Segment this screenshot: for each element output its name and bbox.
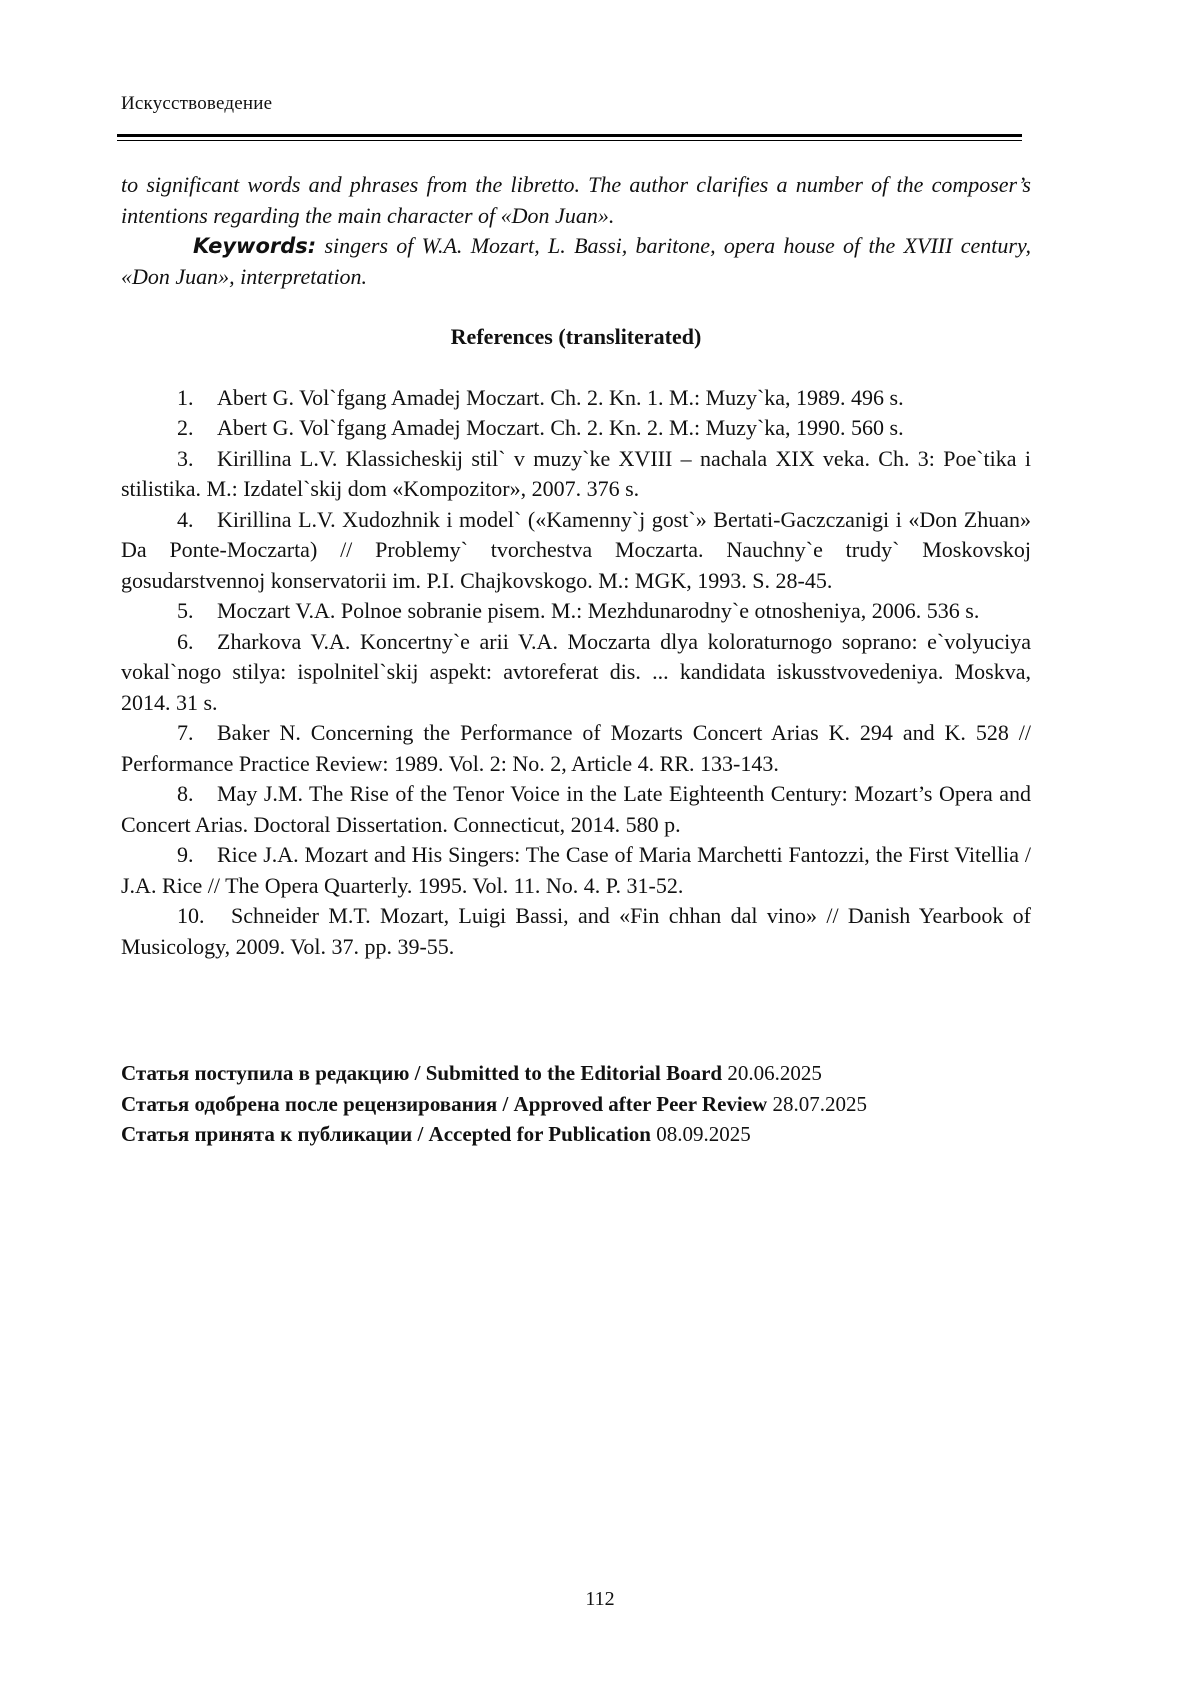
reference-number: 7. — [177, 720, 194, 745]
reference-item — [121, 779, 1031, 840]
reference-text: May J.M. The Rise of the Tenor Voice in the Late Eighteenth Century: Mozart’s Opera and Concert Arias. Doctoral Dissertation. Connecticut, 2014. 580 p. — [121, 781, 1031, 837]
reference-number: 8. — [177, 781, 194, 806]
article-history — [121, 1058, 1031, 1150]
reference-text: Abert G. Vol`fgang Amadej Moczart. Ch. 2. Kn. 1. M.: Muzy`ka, 1989. 496 s. — [217, 384, 904, 410]
submitted-line — [121, 1058, 1031, 1089]
reference-text: Rice J.A. Mozart and His Singers: The Case of Maria Marchetti Fantozzi, the First Vitellia / J.A. Rice // The Opera Quarterly. 1995. Vol. 11. No. 4. P. 31-52. — [121, 842, 1031, 898]
references-list — [121, 383, 1031, 963]
reference-item — [121, 596, 1031, 627]
reference-number: 2. — [177, 415, 194, 440]
accepted-date: 08.09.2025 — [656, 1122, 751, 1146]
keywords-label: Keywords: — [193, 234, 317, 258]
reference-text: Kirillina L.V. Klassicheskij stil` v muzy`ke XVIII – nachala XIX veka. Ch. 3: Poe`tika i stilistika. M.: Izdatel`skij dom «Kompozitor», 2007. 376 s. — [121, 445, 1031, 501]
reference-number: 6. — [177, 628, 194, 654]
reference-item — [121, 840, 1031, 901]
reference-item — [121, 383, 1031, 414]
abstract-tail: to significant words and phrases from the libretto. The author clarifies a number of the composer’s intentions regarding the main character of «Don Juan». — [121, 172, 1031, 228]
running-head: Искусствоведение — [121, 93, 273, 114]
reference-text: Baker N. Concerning the Performance of Mozarts Concert Arias K. 294 and K. 528 // Performance Practice Review: 1989. Vol. 2: No. 2, Article 4. RR. 133-143. — [121, 720, 1031, 776]
approved-date: 28.07.2025 — [772, 1091, 867, 1116]
submitted-label: Статья поступила в редакцию / Submitted to the Editorial Board — [121, 1061, 723, 1085]
accepted-label: Статья принята к публикации / Accepted for Publication — [121, 1122, 651, 1146]
reference-number: 9. — [177, 842, 194, 867]
reference-text: Abert G. Vol`fgang Amadej Moczart. Ch. 2. Kn. 2. M.: Muzy`ka, 1990. 560 s. — [217, 415, 904, 440]
approved-label: Статья одобрена после рецензирования / Approved after Peer Review — [121, 1091, 768, 1116]
reference-number: 4. — [177, 506, 194, 532]
approved-line — [121, 1089, 1031, 1120]
reference-text: Zharkova V.A. Koncertny`e arii V.A. Moczarta dlya koloraturnogo soprano: e`volyuciya vokal`nogo stilya: ispolnitel`skij aspekt: avtoreferat dis. ... kandidata iskusstvovedeniya. Moskva, 2014. 31 s. — [121, 628, 1031, 715]
reference-item — [121, 444, 1031, 505]
main-content — [121, 170, 1031, 962]
header-rule — [117, 134, 1022, 141]
reference-text: Kirillina L.V. Xudozhnik i model` («Kamenny`j gost`» Bertati-Gaczczanigi i «Don Zhuan» Da Ponte-Moczarta) // Problemy` tvorchestva Moczarta. Nauchny`e trudy` Moskovskoj gosudarstvennoj konservatorii im. P.I. Chajkovskogo. M.: MGK, 1993. S. 28-45. — [121, 506, 1031, 593]
accepted-line — [121, 1119, 1031, 1150]
reference-item — [121, 627, 1031, 719]
reference-item — [121, 901, 1031, 962]
page-number: 112 — [585, 1588, 615, 1610]
submitted-date: 20.06.2025 — [727, 1061, 822, 1085]
reference-number: 10. — [177, 903, 205, 928]
reference-item — [121, 718, 1031, 779]
reference-text: Moczart V.A. Polnoe sobranie pisem. M.: Mezhdunarodny`e otnosheniya, 2006. 536 s. — [217, 598, 980, 623]
reference-item — [121, 413, 1031, 444]
reference-number: 3. — [177, 445, 194, 471]
reference-number: 1. — [177, 384, 194, 410]
reference-text: Schneider M.T. Mozart, Luigi Bassi, and «Fin chhan dal vino» // Danish Yearbook of Musicology, 2009. Vol. 37. pp. 39-55. — [121, 903, 1031, 959]
reference-number: 5. — [177, 598, 194, 623]
keywords-paragraph — [121, 231, 1031, 292]
references-title: References (transliterated) — [450, 324, 702, 349]
keywords-text: singers of W.A. Mozart, L. Bassi, baritone, opera house of the XVIII century, «Don Juan», interpretation. — [121, 233, 1031, 289]
reference-item — [121, 505, 1031, 597]
